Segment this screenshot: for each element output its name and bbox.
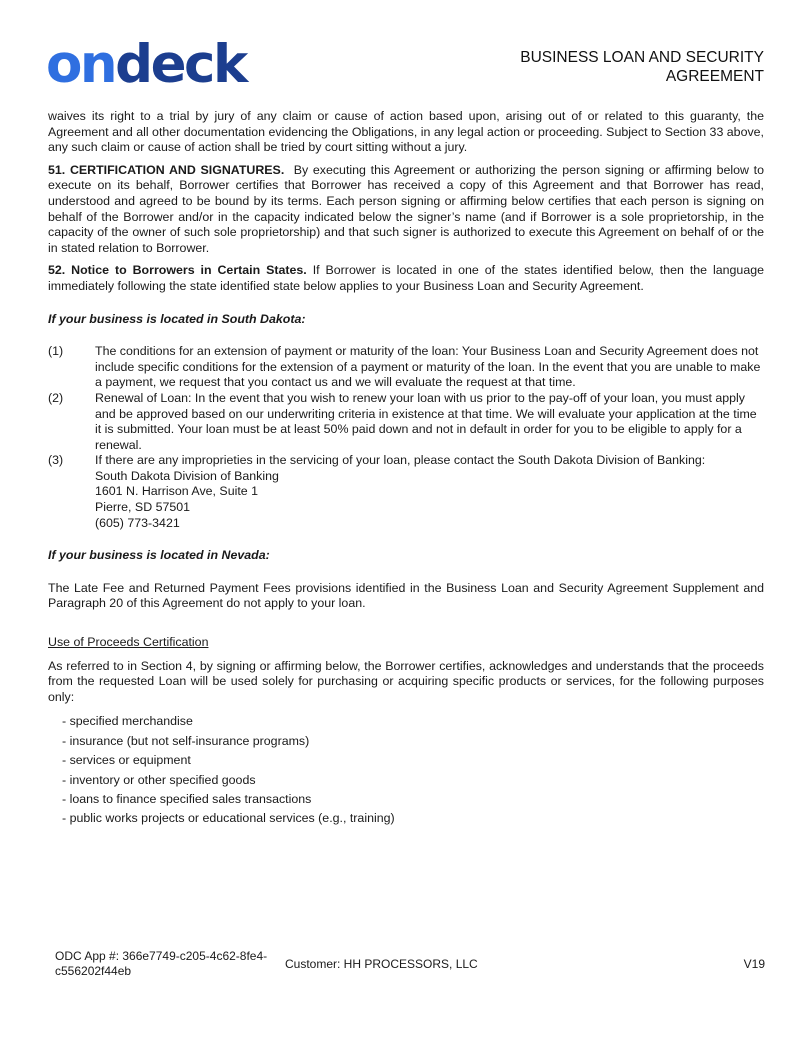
section-52-text: If Borrower is located in one of the states identified below, then the language immediately following the state identified state below applies to your Business Loan and Security Agreement. xyxy=(48,263,764,293)
section-52-title: 52. Notice to Borrowers in Certain States. xyxy=(48,263,307,278)
use-of-proceeds-title: Use of Proceeds Certification xyxy=(48,635,209,650)
list-item: - public works projects or educational services (e.g., training) xyxy=(62,811,395,826)
purposes-list xyxy=(48,712,764,828)
document-title-line-1: BUSINESS LOAN AND SECURITY xyxy=(520,49,764,66)
list-item-number: (3) xyxy=(48,453,64,468)
footer-version: V19 xyxy=(743,957,765,971)
list-item-text: If there are any improprieties in the servicing of your loan, please contact the South Dakota Division of Banking: xyxy=(95,453,706,468)
list-item xyxy=(48,391,764,453)
footer-app-id-line-2: c556202f44eb xyxy=(55,963,132,978)
address-line-1: South Dakota Division of Banking xyxy=(95,468,279,483)
section-51-title: 51. CERTIFICATION AND SIGNATURES. xyxy=(48,162,285,177)
list-item xyxy=(48,453,764,531)
section-51-text: By executing this Agreement or authorizing the person signing or affirming below to execute on its behalf, Borrower certifies that Borrower has received a copy of this Agreement and that Borrower has read, understood and agreed to be bound by its terms. Each person signing or affirming below certifies that each person is signing on behalf of the Borrower and/or in the capacity indicated below the signer’s name (and if Borrower is a sole proprietorship, in the capacity of the owner of such sole proprietorship) and that such signer is authorized to execute this Agreement on behalf of or the in stated relation to Borrower. xyxy=(48,162,764,255)
ondeck-logo xyxy=(46,34,246,95)
list-item-text: The conditions for an extension of payment or maturity of the loan: Your Business Loan and Security Agreement does not include specific conditions for the extension of a payment or maturity of the loan. In the event that you are unable to make a payment, we request that you contact us and we will evaluate the request at that time. xyxy=(95,344,761,390)
document-title xyxy=(520,48,764,86)
logo-text-on: on xyxy=(46,34,116,95)
list-item: - loans to finance specified sales transactions xyxy=(62,792,312,807)
footer-app-id xyxy=(55,949,275,978)
list-item: - inventory or other specified goods xyxy=(62,772,256,787)
list-item-text: Renewal of Loan: In the event that you wish to renew your loan with us prior to the pay-off of your loan, you must apply and be approved based on our underwriting criteria in existence at that time. We will evaluate your application at the time it is submitted. Your loan must be at least 50% paid down and not in default in order for you to be eligible to apply for a renewal. xyxy=(95,390,757,452)
nevada-heading: If your business is located in Nevada: xyxy=(48,548,270,563)
intro-paragraph: waives its right to a trial by jury of any claim or cause of action based upon, arising out of or related to this guaranty, the Agreement and all other documentation evidencing the Obligations, in any legal action or proceeding. Subject to Section 33 above, any such claim or cause of action shall be tried by court sitting without a jury. xyxy=(48,109,764,155)
address-line-2: 1601 N. Harrison Ave, Suite 1 xyxy=(95,484,259,499)
list-item: - services or equipment xyxy=(62,753,191,768)
section-51 xyxy=(48,163,764,257)
address-phone: (605) 773-3421 xyxy=(95,515,180,530)
address-line-3: Pierre, SD 57501 xyxy=(95,500,191,515)
list-item-number: (1) xyxy=(48,344,64,359)
use-of-proceeds-text: As referred to in Section 4, by signing or affirming below, the Borrower certifies, acknowledges and understands that the proceeds from the requested Loan will be used solely for purchasing or acquiring specific products or services, for the following purposes only: xyxy=(48,658,764,704)
section-52 xyxy=(48,263,764,294)
footer-app-id-line-1: ODC App #: 366e7749-c205-4c62-8fe4- xyxy=(55,949,268,963)
list-item: - specified merchandise xyxy=(62,714,193,729)
document-body xyxy=(48,109,764,829)
south-dakota-list xyxy=(48,344,764,531)
list-item xyxy=(48,344,764,391)
logo-text-deck: deck xyxy=(115,34,246,95)
list-item-number: (2) xyxy=(48,390,64,405)
document-title-line-2: AGREEMENT xyxy=(665,68,764,85)
footer-customer: Customer: HH PROCESSORS, LLC xyxy=(285,957,478,971)
nevada-text: The Late Fee and Returned Payment Fees provisions identified in the Business Loan and Security Agreement Supplement and Paragraph 20 of this Agreement do not apply to your loan. xyxy=(48,580,764,611)
list-item: - insurance (but not self-insurance programs) xyxy=(62,733,310,748)
south-dakota-heading: If your business is located in South Dakota: xyxy=(48,311,306,326)
